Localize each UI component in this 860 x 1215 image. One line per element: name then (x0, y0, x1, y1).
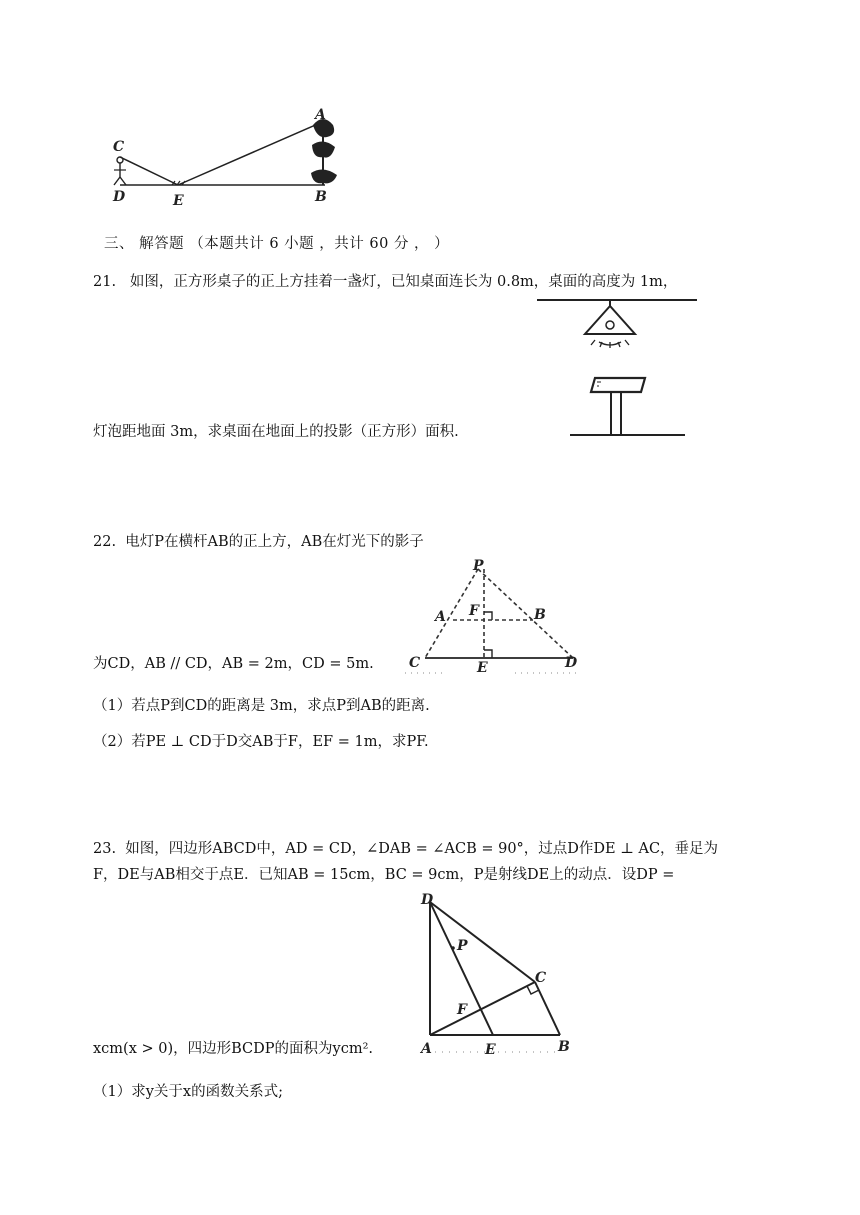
figure-q20 (105, 105, 355, 210)
q23-sub1: （1）求y关于x的函数关系式; (93, 1084, 283, 1100)
figure-q21-lamp (535, 292, 705, 444)
q22-line1: 22. 电灯P在横杆AB的正上方，AB在灯光下的影子 (93, 534, 424, 550)
section-heading: 三、 解答题 （本题共计 6 小题 ，共计 60 分 ， ） (104, 236, 450, 252)
q23-number: 23. (93, 841, 117, 857)
label-f: F (469, 603, 479, 619)
label-c: C (113, 139, 125, 155)
q22-sub1: （1）若点P到CD的距离是 3m，求点P到AB的距离. (93, 698, 430, 714)
q21-line2: 灯泡距地面 3m，求桌面在地面上的投影（正方形）面积. (93, 424, 459, 440)
label-c: C (535, 970, 547, 986)
q22-line2: 为CD，AB // CD，AB = 2m，CD = 5m. (93, 656, 374, 672)
figure-q23 (415, 890, 585, 1060)
q21-number: 21. (93, 274, 117, 290)
label-b: B (558, 1039, 570, 1055)
label-a: A (435, 609, 446, 625)
label-p: P (473, 558, 484, 574)
label-f: F (457, 1002, 467, 1018)
label-a: A (315, 107, 326, 123)
figure-q22 (405, 555, 590, 680)
label-b: B (315, 189, 327, 205)
q22-sub2: （2）若PE ⊥ CD于D交AB于F，EF = 1m，求PF. (93, 734, 429, 750)
label-a: A (421, 1041, 432, 1057)
label-d: D (421, 892, 434, 908)
label-p: P (457, 938, 468, 954)
label-d: D (113, 189, 126, 205)
label-e: E (173, 193, 184, 209)
q22-number: 22. (93, 534, 117, 550)
q21-line1 (93, 272, 677, 292)
label-d: D (565, 655, 578, 671)
label-c: C (409, 655, 421, 671)
q23-line1: 23. 如图，四边形ABCD中，AD = CD，∠DAB = ∠ACB = 90°，过点D作DE ⊥ AC，垂足为 (93, 841, 719, 857)
q23-line3: xcm(x > 0)，四边形BCDP的面积为ycm². (93, 1041, 374, 1057)
q23-line2: F，DE与AB相交于点E．已知AB = 15cm，BC = 9cm，P是射线DE上的动点．设DP = (93, 867, 675, 883)
label-b: B (534, 607, 546, 623)
q21-text1: 如图，正方形桌子的正上方挂着一盏灯，已知桌面连长为 0.8m，桌面的高度为 1m， (129, 274, 678, 290)
label-e: E (485, 1042, 496, 1058)
label-e: E (477, 660, 488, 676)
